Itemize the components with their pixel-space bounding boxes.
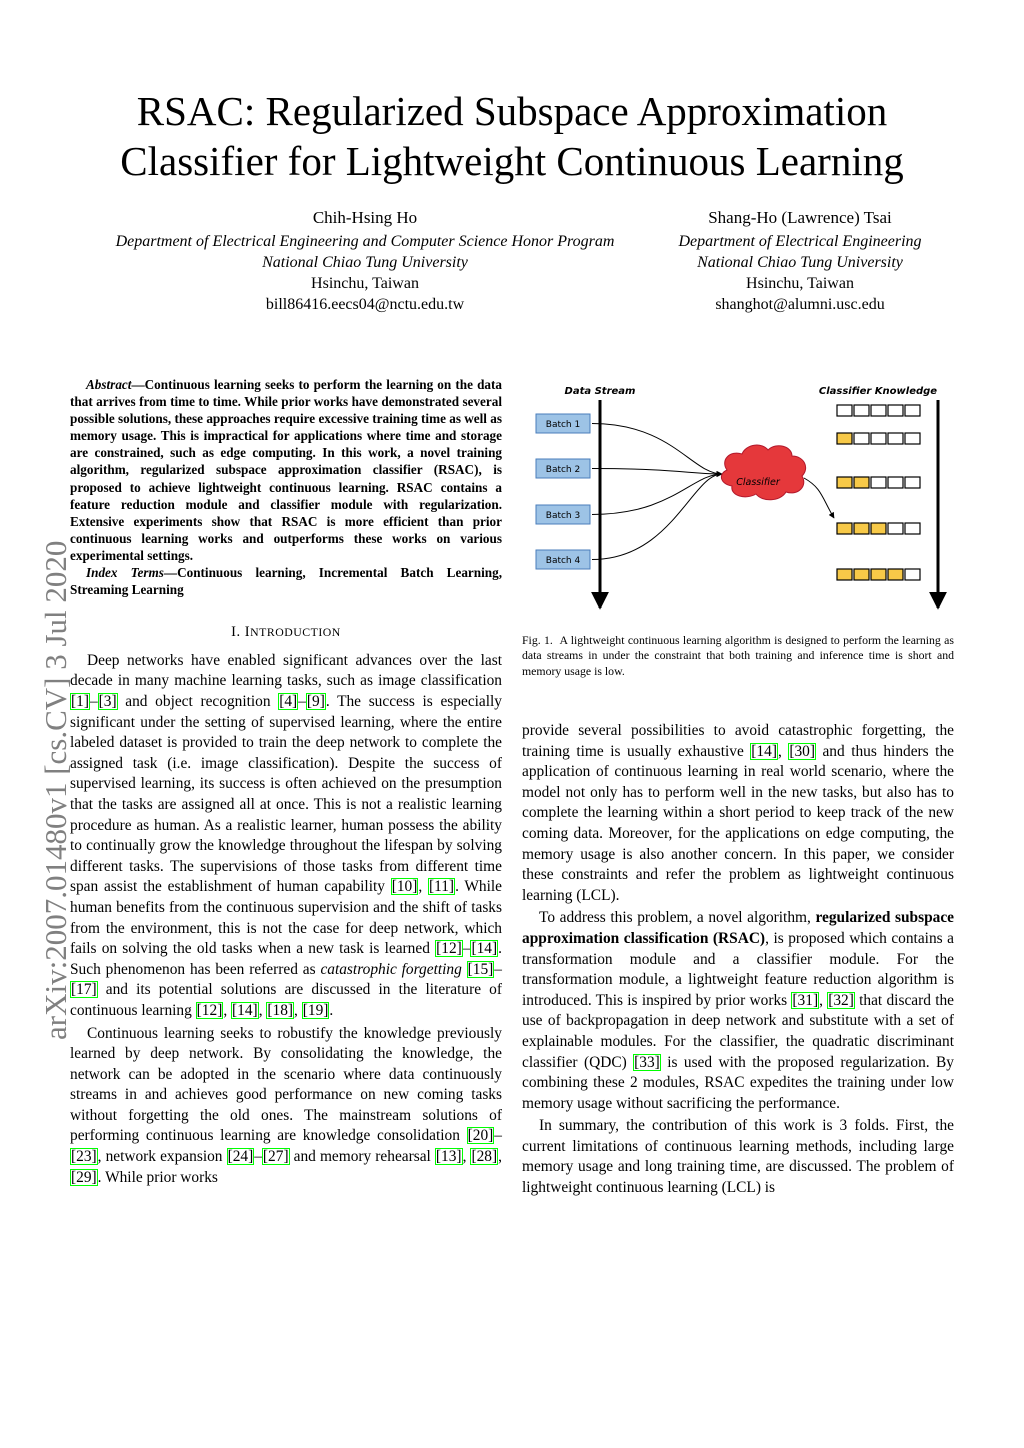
citation-link[interactable]: [9] (306, 693, 325, 710)
abstract (70, 376, 502, 564)
citation-link[interactable]: [12] (436, 940, 462, 958)
citation-link[interactable]: [10] (391, 878, 418, 896)
knowledge-cell (854, 477, 869, 488)
citation-link[interactable]: [14] (471, 940, 498, 958)
author-department: Department of Electrical Engineering (678, 233, 922, 250)
batch-box-4 (536, 550, 590, 569)
classifier-label: Classifier (736, 477, 780, 488)
classifier-cloud (721, 445, 805, 500)
citation-link[interactable]: [4] (279, 693, 298, 710)
knowledge-cell (905, 433, 920, 444)
knowledge-row-5 (837, 569, 920, 580)
citation-link[interactable]: [18] (267, 1001, 294, 1019)
citation-link[interactable]: [14] (232, 1001, 258, 1019)
index-terms-label: Index Terms (86, 565, 164, 581)
knowledge-cell (854, 523, 869, 534)
knowledge-row-2 (837, 433, 920, 444)
flow-arrow (592, 469, 722, 475)
knowledge-row-3 (837, 477, 920, 488)
abstract-label: Abstract (86, 377, 132, 392)
author-university: National Chiao Tung University (262, 254, 468, 271)
citation-link[interactable]: [3] (98, 693, 117, 710)
emphasis-term: catastrophic forgetting (320, 960, 462, 978)
batch-label: Batch 1 (545, 420, 581, 430)
intro-paragraph-5: In summary, the contribution of this work is 3 folds. First, the current limitations of continuous learning methods, including large memory usage and long training time, are discussed. The problem of lightweight continuous learning (LCL) is (522, 1117, 954, 1197)
knowledge-cell (905, 405, 920, 416)
citation-link[interactable]: [14] (751, 742, 777, 760)
author-email[interactable]: shanghot@alumni.usc.edu (715, 296, 885, 313)
knowledge-row-4 (837, 523, 920, 534)
knowledge-cell (871, 569, 886, 580)
right-column (522, 721, 954, 1201)
arxiv-identifier-stamp: arXiv:2007.01480v1 [cs.CV] 3 Jul 2020 (38, 540, 73, 1040)
citation-link[interactable]: [12] (196, 1001, 223, 1019)
index-terms (70, 564, 502, 598)
knowledge-cell (837, 405, 852, 416)
intro-paragraph-3: provide several possibilities to avoid catastrophic forgetting, the training time is usually exhaustive [14], [30] and thus hinders the application of continuous learning in real world scenario, where the model not only has to perform well in the new tasks, but also has to complete the learning within a short period to keep track of the new coming data. Moreover, for the applications on edge computing, the memory usage is also another concern. In this paper, we consider these constraints and refer the problem as lightweight continuous learning (LCL). (522, 722, 954, 904)
author-city: Hsinchu, Taiwan (311, 275, 419, 292)
citation-link[interactable]: [17] (71, 981, 97, 999)
index-terms-text: —Continuous learning, Incremental Batch Learning, Streaming Learning (70, 565, 502, 598)
author-city: Hsinchu, Taiwan (746, 275, 854, 292)
flow-arrow (592, 474, 722, 515)
citation-link[interactable]: [28] (471, 1148, 498, 1166)
citation-link[interactable]: [24] (227, 1148, 254, 1166)
knowledge-cell (905, 477, 920, 488)
citation-link[interactable]: [1] (71, 693, 89, 710)
knowledge-cell (871, 523, 886, 534)
citation-link[interactable]: [19] (302, 1001, 329, 1019)
knowledge-cell (837, 477, 852, 488)
author-university: National Chiao Tung University (697, 254, 903, 271)
flow-arrow (592, 424, 722, 475)
citation-link[interactable]: [31] (792, 991, 819, 1009)
batch-label: Batch 2 (545, 465, 581, 475)
batch-label: Batch 3 (545, 511, 581, 521)
knowledge-cell (905, 569, 920, 580)
abstract-text: —Continuous learning seeks to perform the learning on the data that arrives from time to time. While prior works have demonstrated several possible solutions, these approaches require excessive training time as well as memory usage. This is impractical for applications where time and storage are constrained, such as edge computing. In this work, a novel training algorithm, regularized subspace approximation classifier (RSAC), is proposed to achieve lightweight continuous learning. RSAC contains a feature reduction module and classifier module with regularization. Extensive experiments show that RSAC is more efficient than prior continuous learning works and outperforms these works on various experimental settings. (70, 377, 502, 563)
section-heading-introduction: I. INTRODUCTION (231, 624, 341, 641)
citation-link[interactable]: [23] (71, 1148, 97, 1166)
title-line-1: RSAC: Regularized Subspace Approximation (136, 88, 888, 134)
left-column (70, 376, 502, 1190)
author-email[interactable]: bill86416.eecs04@nctu.edu.tw (265, 296, 465, 313)
batch-label: Batch 4 (545, 556, 581, 566)
classifier-knowledge-label: Classifier Knowledge (818, 386, 938, 397)
knowledge-cell (854, 569, 869, 580)
title-line-2: Classifier for Lightweight Continuous Learning (120, 138, 904, 184)
batch-box-3 (536, 505, 590, 524)
batch-box-1 (536, 414, 590, 433)
author-department: Department of Electrical Engineering and Computer Science Honor Program (115, 233, 615, 250)
knowledge-row-1 (837, 405, 920, 416)
knowledge-cell (888, 405, 903, 416)
citation-link[interactable]: [27] (262, 1148, 289, 1166)
citation-link[interactable]: [32] (828, 991, 854, 1009)
knowledge-cell (871, 477, 886, 488)
method-name: regularized subspace approximation classification (RSAC) (522, 909, 954, 947)
author-name: Chih-Hsing Ho (312, 208, 418, 227)
knowledge-cell (888, 523, 903, 534)
knowledge-cell (888, 433, 903, 444)
knowledge-cell (837, 569, 852, 580)
paper-title (0, 86, 1024, 186)
knowledge-cell (871, 405, 886, 416)
author-block-2 (650, 207, 950, 315)
author-name: Shang-Ho (Lawrence) Tsai (708, 208, 892, 227)
citation-link[interactable]: [30] (789, 742, 815, 760)
knowledge-cell (888, 477, 903, 488)
batch-box-2 (536, 459, 590, 478)
knowledge-cell (837, 433, 852, 444)
batch-boxes (536, 414, 590, 569)
knowledge-rows (837, 405, 920, 580)
citation-link[interactable]: [15] (467, 960, 494, 978)
citation-link[interactable]: [29] (71, 1168, 97, 1186)
intro-paragraph-4: To address this problem, a novel algorithm, regularized subspace approximation classification (RSAC), is proposed which contains a transformation module and a classifier module. For the transformation module, a lightweight feature reduction algorithm is introduced. This is inspired by prior works [31], [32] that discard the use of backpropagation in deep network and substitute with a set of explainable modules. For the classifier, the quadratic discriminant classifier (QDC) [33] is used with the proposed regularization. By combining these 2 modules, RSAC expedites the training under low memory usage without sacrificing the performance. (522, 909, 954, 1112)
author-block-1 (80, 207, 650, 315)
knowledge-cell (854, 433, 869, 444)
citation-link[interactable]: [11] (428, 878, 455, 896)
figure-caption: Fig. 1. A lightweight continuous learning algorithm is designed to perform the learning as data streams in under the constraint that both training and inference time is short and memory usage is low. (522, 633, 954, 678)
citation-link[interactable]: [13] (435, 1148, 462, 1166)
citation-link[interactable]: [20] (467, 1127, 494, 1145)
knowledge-cell (905, 523, 920, 534)
citation-link[interactable]: [33] (634, 1053, 660, 1071)
flow-arrow (592, 474, 722, 560)
intro-paragraph-2: Continuous learning seeks to robustify the knowledge previously learned by deep network. By consolidating the knowledge, the network can be adopted in the scenario where data continuously streams in and achieves good performance on new coming tasks without forgetting the old ones. The mainstream solutions of performing continuous learning are knowledge consolidation [20]–[23], network expansion [24]–[27] and memory rehearsal [13], [28], [29]. While prior works (70, 1024, 502, 1186)
knowledge-update-arrow (804, 478, 834, 518)
knowledge-cell (888, 569, 903, 580)
knowledge-cell (871, 433, 886, 444)
knowledge-cell (854, 405, 869, 416)
figure-1-diagram (522, 378, 954, 623)
knowledge-cell (837, 523, 852, 534)
data-stream-label: Data Stream (564, 386, 636, 397)
intro-paragraph-1: Deep networks have enabled significant advances over the last decade in many machine learning tasks, such as image classification [1]–[3] and object recognition [4]–[9]. The success is especially significant under the setting of supervised learning, where the entire labeled dataset is provided to train the deep network to complete the assigned task (i.e. image classification). Despite the success of supervised learning, its success is often achieved on the presumption that the tasks are assigned all at once. This is not a realistic learning procedure as human. As a realistic learner, human possess the ability to continually grow the knowledge throughout the lifespan by solving different tasks. The supervisions of those tasks from different time span assist the establishment of human capability [10], [11]. While human benefits from the continuous supervision and the shift of tasks from the environment, this is not the case for deep network, which fails on solving the old tasks when a new task is learned [12]–[14]. Such phenomenon has been referred as catastrophic forgetting [15]–[17] and its potential solutions are discussed in the literature of continuous learning [12], [14], [18], [19]. (70, 651, 502, 1019)
